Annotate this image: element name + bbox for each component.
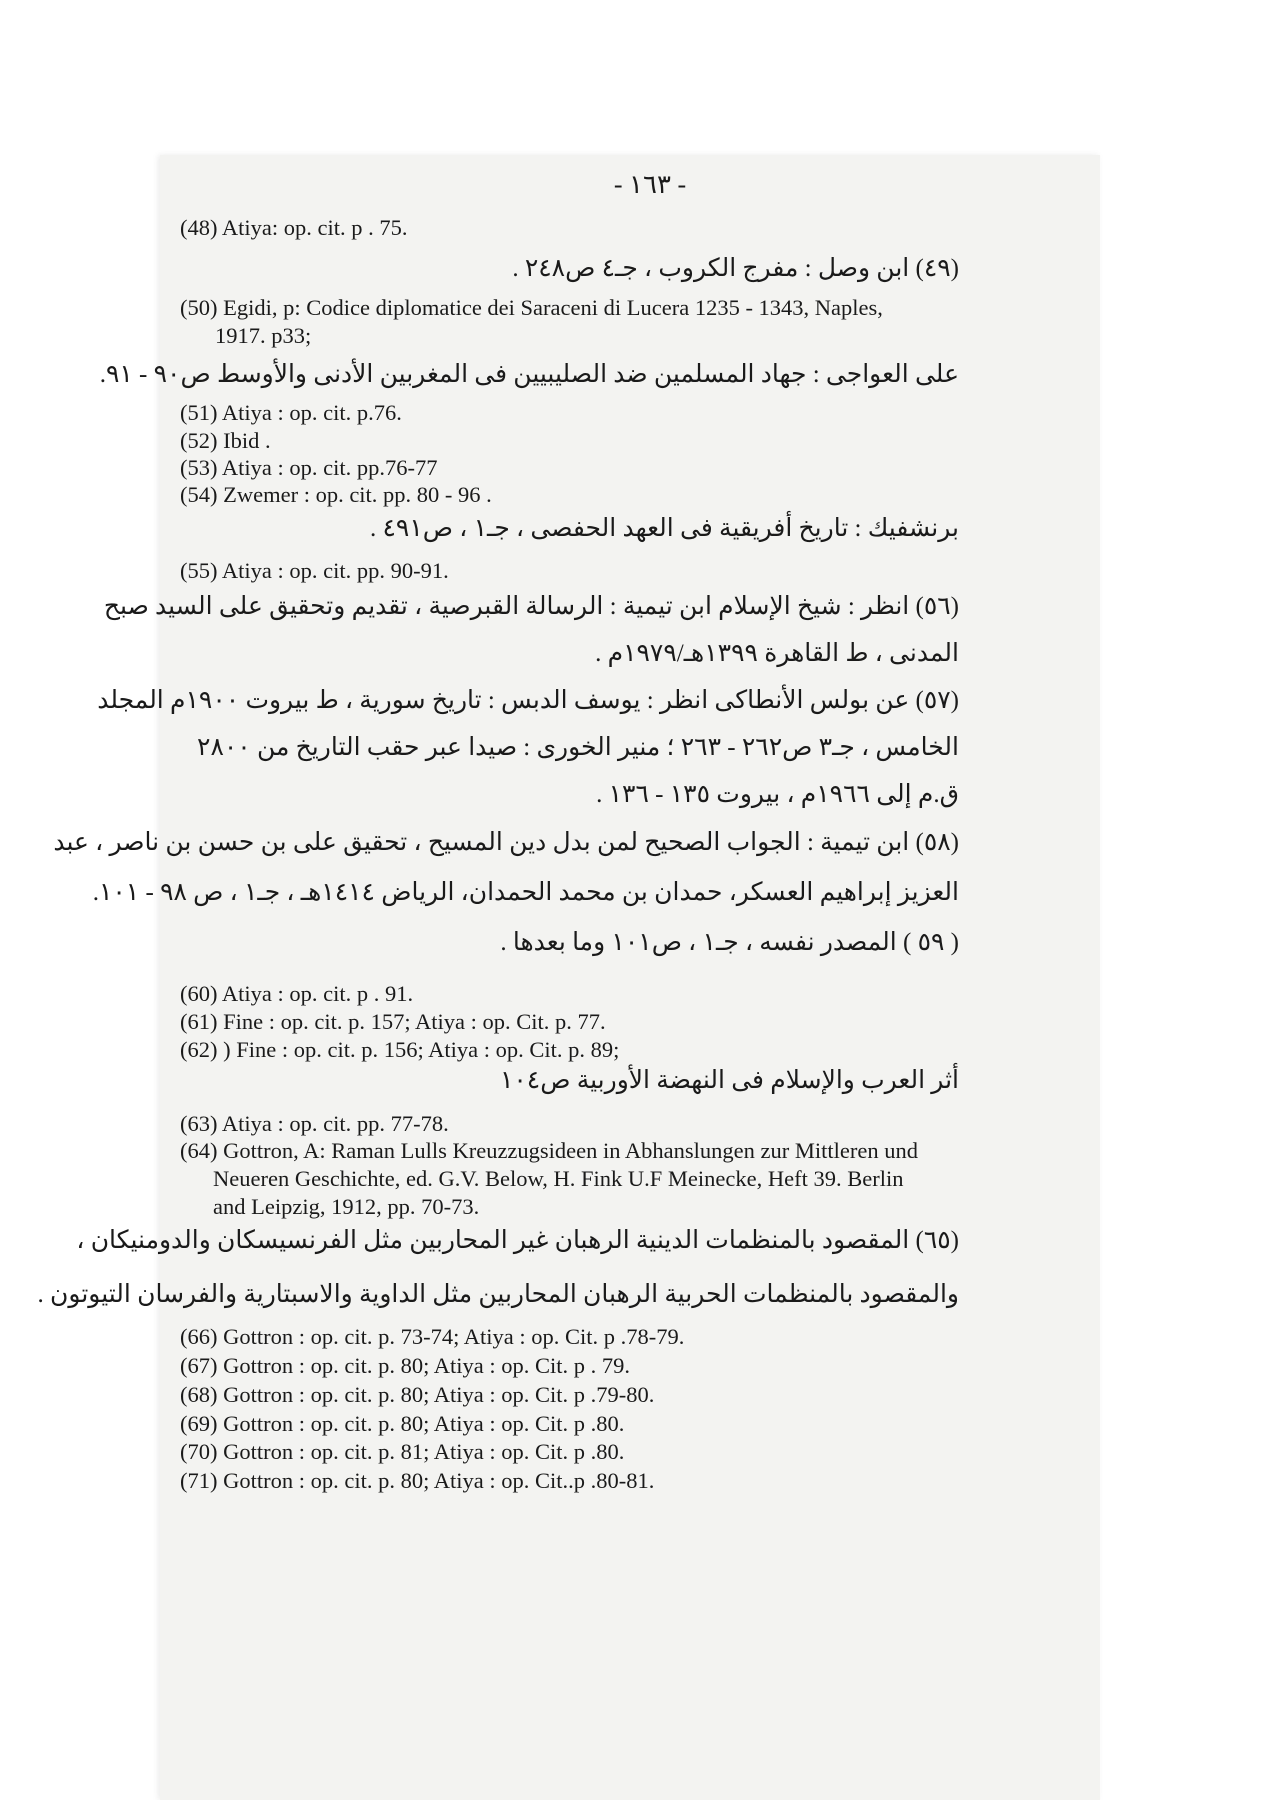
footnote-55: (55) Atiya : op. cit. pp. 90-91. [180,558,449,583]
footnote-62: (62) ) Fine : op. cit. p. 156; Atiya : op. Cit. p. 89; [180,1037,620,1062]
footnote-50-line1: (50) Egidi, p: Codice diplomatice dei Saraceni di Lucera 1235 - 1343, Naples, [180,295,883,320]
footnote-64-line1: (64) Gottron, A: Raman Lulls Kreuzzugsideen in Abhanslungen zur Mittleren und [180,1138,918,1163]
footnote-48: (48) Atiya: op. cit. p . 75. [180,215,408,240]
footnote-63: (63) Atiya : op. cit. pp. 77-78. [180,1111,449,1136]
footnote-58-line1: (٥٨) ابن تيمية : الجواب الصحيح لمن بدل دين المسيح ، تحقيق على بن حسن بن ناصر ، عبد [53,829,959,856]
footnote-54: (54) Zwemer : op. cit. pp. 80 - 96 . [180,482,492,507]
footnote-53: (53) Atiya : op. cit. pp.76-77 [180,455,438,480]
footnote-57-line2: الخامس ، جـ٣ ص٢٦٢ - ٢٦٣ ؛ منير الخورى : صيدا عبر حقب التاريخ من ٢٨٠٠ [197,734,959,761]
footnote-61: (61) Fine : op. cit. p. 157; Atiya : op. Cit. p. 77. [180,1009,606,1034]
footnote-50-arabic: على العواجى : جهاد المسلمين ضد الصليبيين فى المغربين الأدنى والأوسط ص٩٠ - ٩١. [99,361,959,388]
footnote-54-arabic: برنشفيك : تاريخ أفريقية فى العهد الحفصى ، جـ١ ، ص٤٩١ . [369,515,959,542]
footnote-65-line2: والمقصود بالمنظمات الحربية الرهبان المحاربين مثل الداوية والاسبتارية والفرسان التيوتون . [37,1281,959,1308]
footnote-66: (66) Gottron : op. cit. p. 73-74; Atiya : op. Cit. p .78-79. [180,1324,685,1349]
footnote-58-line2: العزيز إبراهيم العسكر، حمدان بن محمد الحمدان، الرياض ١٤١٤هـ ، جـ١ ، ص ٩٨ - ١٠١. [92,879,959,906]
footnote-64-line2: Neueren Geschichte, ed. G.V. Below, H. Fink U.F Meinecke, Heft 39. Berlin [213,1166,904,1191]
footnote-60: (60) Atiya : op. cit. p . 91. [180,981,414,1006]
footnote-68: (68) Gottron : op. cit. p. 80; Atiya : op. Cit. p .79-80. [180,1382,655,1407]
footnote-57-line3: ق.م إلى ١٩٦٦م ، بيروت ١٣٥ - ١٣٦ . [596,781,959,808]
footnote-67: (67) Gottron : op. cit. p. 80; Atiya : op. Cit. p . 79. [180,1353,630,1378]
footnote-59: ( ٥٩ ) المصدر نفسه ، جـ١ ، ص١٠١ وما بعدها . [500,929,959,956]
footnote-51: (51) Atiya : op. cit. p.76. [180,400,402,425]
footnote-64-line3: and Leipzig, 1912, pp. 70-73. [213,1194,480,1219]
footnote-50-line2: 1917. p33; [215,323,312,348]
footnote-57-line1: (٥٧) عن بولس الأنطاكى انظر : يوسف الدبس : تاريخ سورية ، ط بيروت ١٩٠٠م المجلد [97,687,959,714]
page-number: - ١٦٣ - [613,170,687,199]
footnote-49: (٤٩) ابن وصل : مفرج الكروب ، جـ٤ ص٢٤٨ . [512,255,959,282]
footnote-71: (71) Gottron : op. cit. p. 80; Atiya : op. Cit..p .80-81. [180,1468,655,1493]
footnote-56-line1: (٥٦) انظر : شيخ الإسلام ابن تيمية : الرسالة القبرصية ، تقديم وتحقيق على السيد صبح [103,593,959,620]
footnote-52: (52) Ibid . [180,428,271,453]
footnote-56-line2: المدنى ، ط القاهرة ١٣٩٩هـ/١٩٧٩م . [595,640,959,667]
footnote-62-arabic: أثر العرب والإسلام فى النهضة الأوربية ص١٠٤ [499,1067,959,1094]
footnote-65-line1: (٦٥) المقصود بالمنظمات الدينية الرهبان غير المحاربين مثل الفرنسيسكان والدومنيكان ، [76,1227,959,1254]
footnote-70: (70) Gottron : op. cit. p. 81; Atiya : op. Cit. p .80. [180,1439,625,1464]
footnote-69: (69) Gottron : op. cit. p. 80; Atiya : op. Cit. p .80. [180,1411,625,1436]
